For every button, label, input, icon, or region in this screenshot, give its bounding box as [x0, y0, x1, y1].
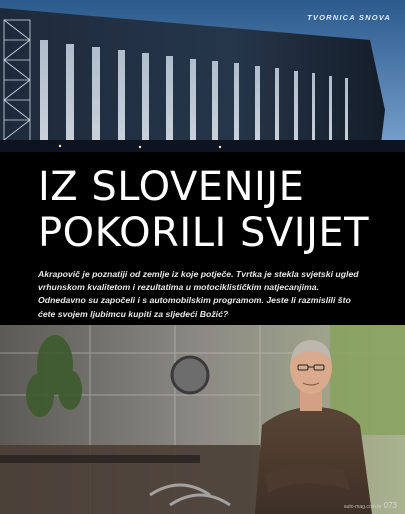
page-number: 073: [383, 501, 397, 510]
magazine-site: auto-mag.com.hr: [343, 504, 382, 510]
section-label: TVORNICA SNOVA: [307, 13, 391, 22]
page-folio: [344, 501, 397, 510]
title-line-2: POKORILI SVIJET: [38, 210, 370, 256]
article-title: [38, 164, 369, 256]
portrait-photo: [0, 325, 405, 514]
factory-building-photo: [0, 0, 405, 152]
article-lead: Akrapovič je poznatiji od zemlje iz koje potječe. Tvrtka je stekla svjetski ugled vrhunskom kvalitetom i rezultatima u motociklističkim natjecanjima. Odnedavno su započeli i s automobilskim programom. Jeste li razmislili što ćete svojem ljubimcu kupiti za sljedeći Božić?: [38, 269, 359, 319]
title-line-1: IZ SLOVENIJE: [38, 164, 305, 210]
